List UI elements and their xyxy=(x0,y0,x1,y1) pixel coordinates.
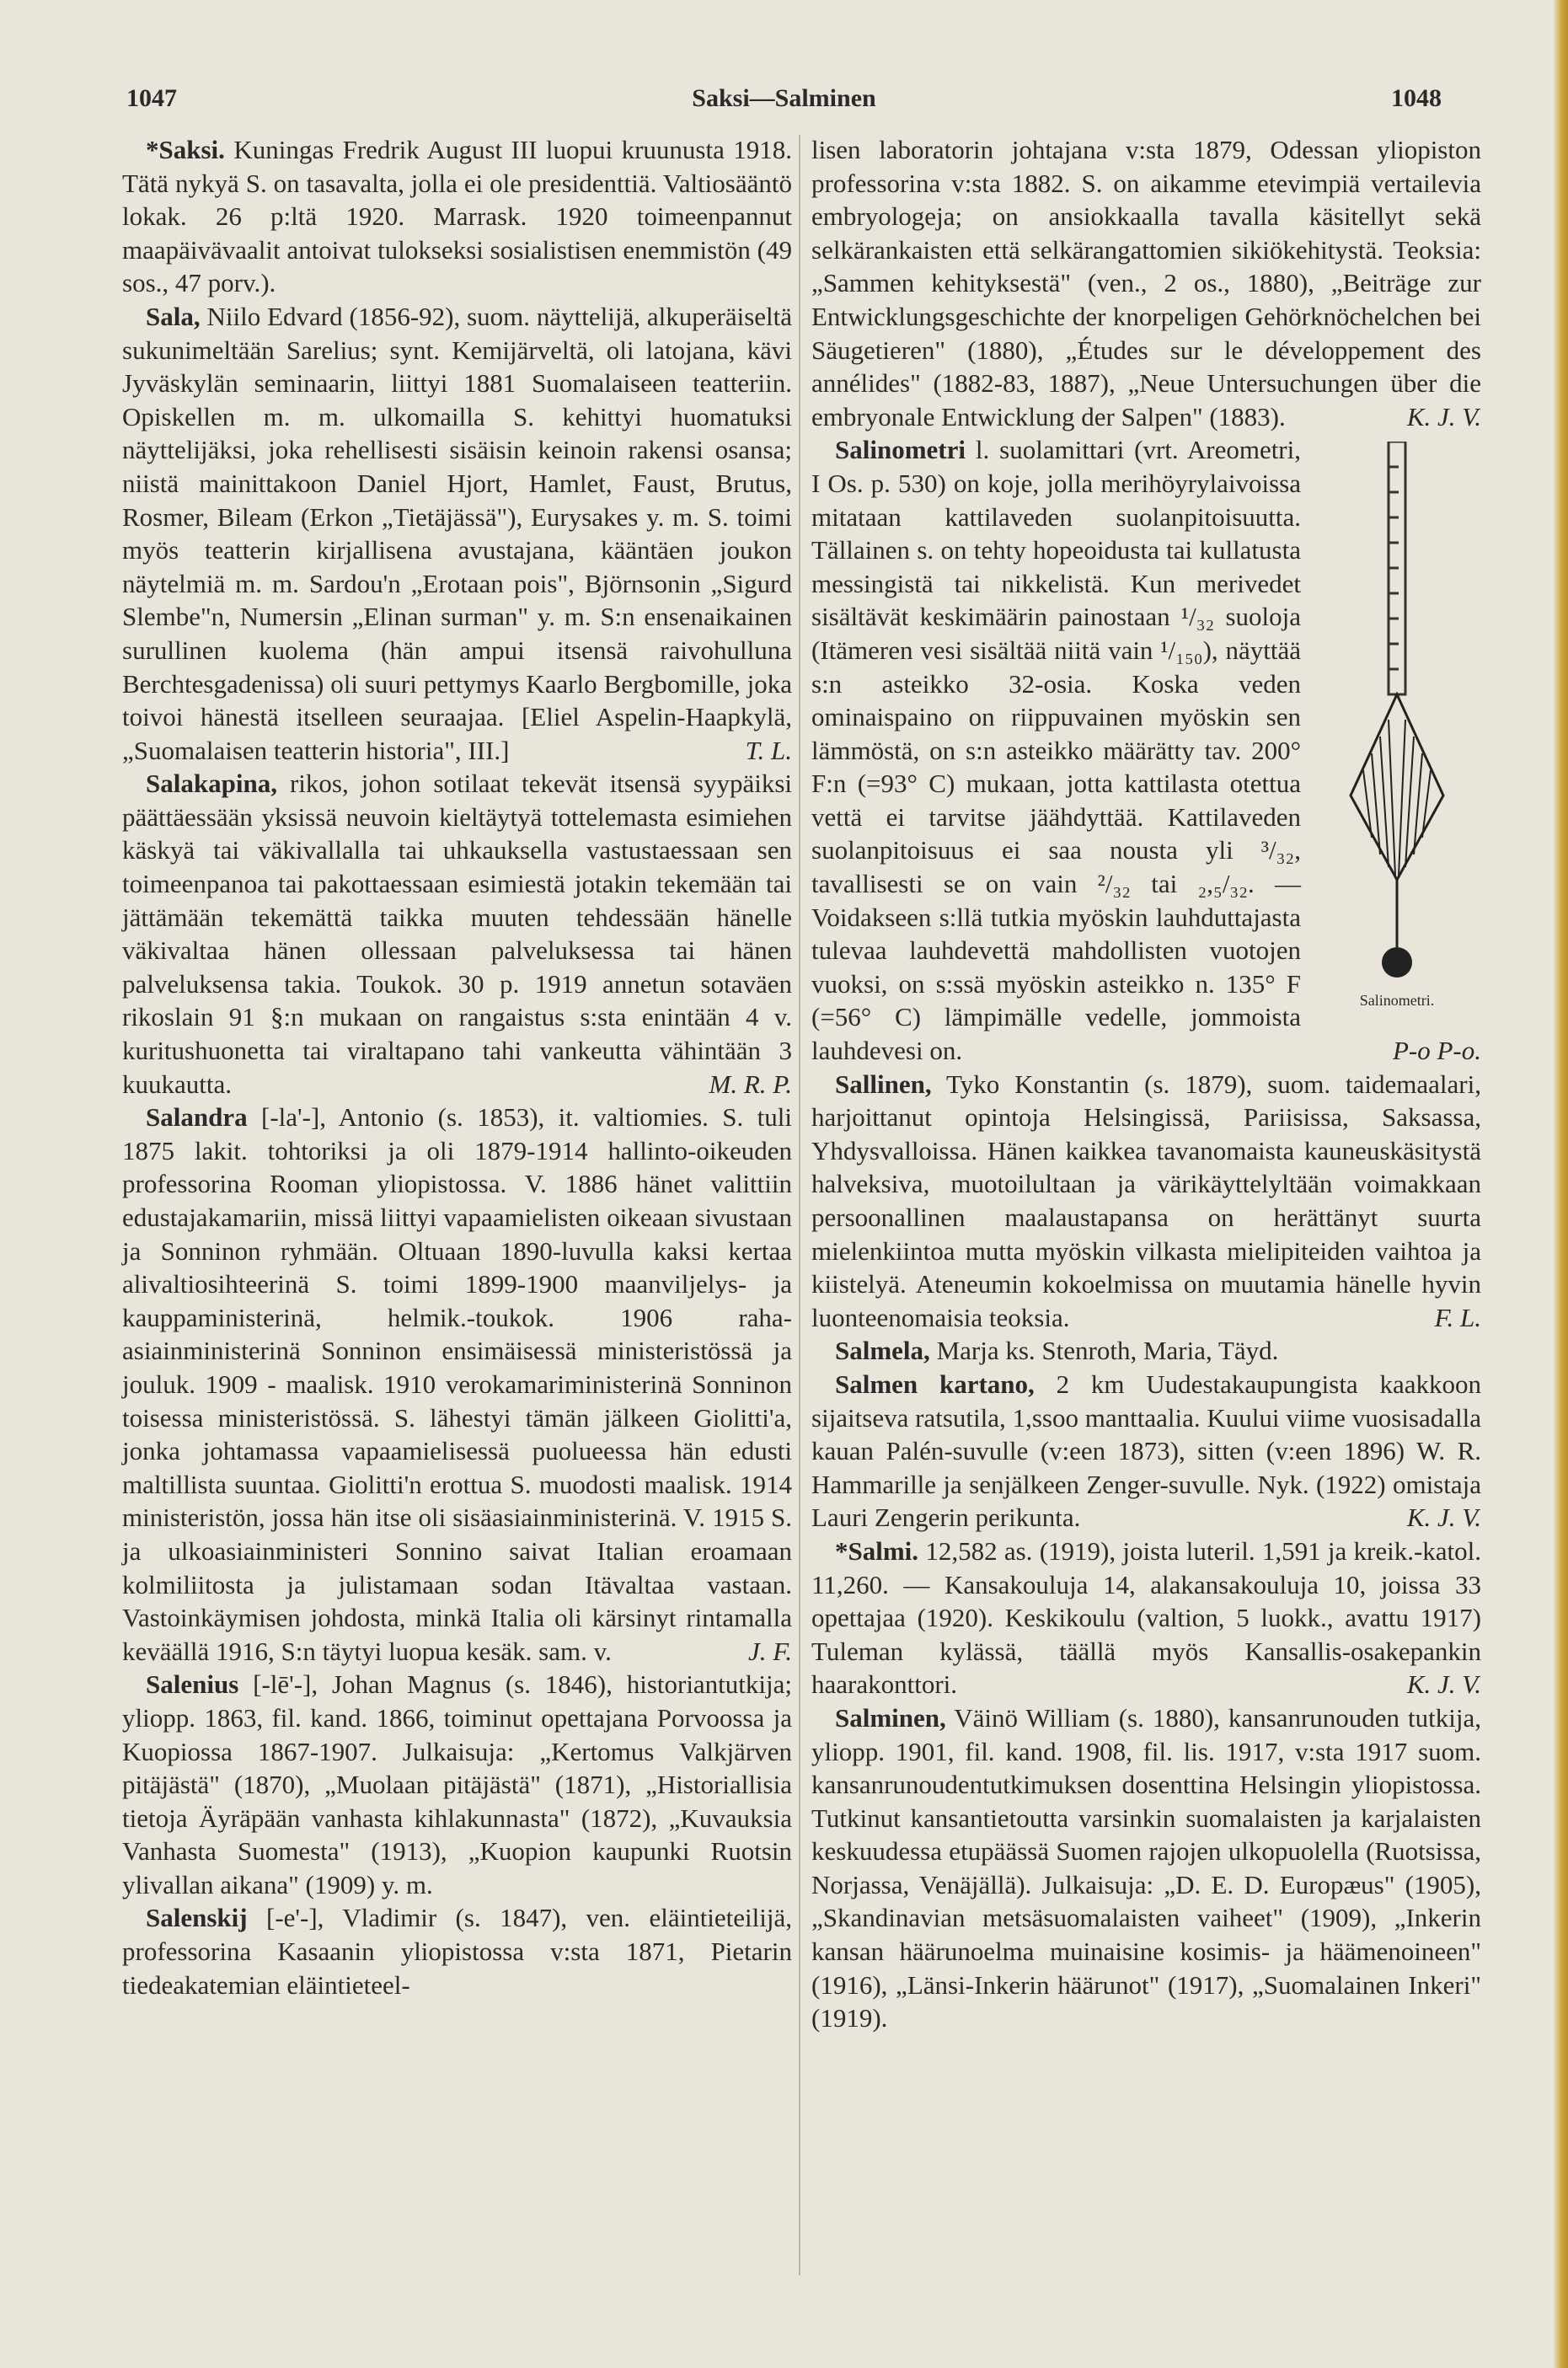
entry-headword: Salandra xyxy=(146,1102,248,1133)
entry-body: Tyko Konstantin (s. 1879), suom. taidemaalari, harjoittanut opintoja Helsingissä, Pariisissa, Saksassa, Yhdysvalloissa. Hänen kaikkea tavanomaista kauneuskäsitystä halveksiva, muotoilultaan ja värikäyttelyltään voimakkaan persoonallinen maalaustapansa on herättänyt suurta mielenkiintoa mutta myöskin vilkasta mielipiteiden vaihtoa ja kiistelyä. Ateneumin kokoelmissa on muutamia hänelle hyvin luonteenomaisia teoksia. xyxy=(811,1069,1481,1332)
entry xyxy=(122,1901,792,2001)
entry-headword: Salmen kartano, xyxy=(835,1369,1035,1399)
entry xyxy=(122,133,792,300)
running-head: Saksi—Salminen xyxy=(692,84,876,112)
entry xyxy=(122,300,792,767)
entry xyxy=(811,1368,1481,1535)
entry-body: 12,582 as. (1919), joista luteril. 1,591 ja kreik.-katol. 11,260. — Kansakouluja 14, alakansakouluja 10, joissa 33 opettajaa (1920). Keskikoulu (valtion, 5 luokk., avattu 1917) Tuleman kylässä, täällä myös Kansallis-osakepankin haarakonttori. xyxy=(811,1535,1482,1700)
entry xyxy=(811,1334,1481,1368)
entry xyxy=(811,1535,1481,1701)
entry-body: Niilo Edvard (1856-92), suom. näyttelijä, alkuperäiseltä sukunimeltään Sarelius; synt. Kemijärveltä, oli latojana, kävi Jyväskylän seminaarin, liittyi 1881 Suomalaiseen teatteriin. Opiskellen m. m. ulkomailla S. kehittyi huomatuksi näyttelijäksi, joka rehellisesti sisäisin keinoin rakensi osansa; niistä mainittakoon Daniel Hjort, Hamlet, Faust, Brutus, Rosmer, Bileam (Erkon „Tietäjässä"), Eurysakes y. m. S. toimi myös teatterin kirjallisena avustajana, kääntäen joukon näytelmiä m. m. Sardou'n „Erotaan pois", Björnsonin „Sigurd Slembe"n, Numersin „Elinan surman" y. m. S:n ensenaikainen surullinen kuolema (hän ampui itsensä raivohulluna Berchtesgadenissa) oli suuri pettymys Kaarlo Bergbomille, joka toivoi hänestä itselleen seuraajaa. [Eliel Aspelin-Haapkylä, „Suomalaisen teatterin historia", III.] xyxy=(122,301,793,765)
entry-continuation xyxy=(811,133,1481,433)
salinometer-illustration xyxy=(1346,442,1448,981)
entry-body: lisen laboratorin johtajana v:sta 1879, Odessan yliopiston professorina v:sta 1882. S. on aikamme etevimpiä vertailevia embryologeja; on ansiokkaalla tavalla käsitellyt sekä selkärankaisten että selkärangattomien sikiökehitystä. Teoksia: „Sammen kehityksestä" (ven., 2 os., 1880), „Beiträge zur Entwicklungsgeschichte der knorpeligen Gehörknöchelchen bei Säugetieren" (1880), „Études sur le développement des annélides" (1882-83, 1887), „Neue Untersuchungen über die embryonale Entwicklung der Salpen" (1883). xyxy=(811,135,1481,431)
entry-headword: Salinometri xyxy=(835,435,966,465)
entry-signature: K. J. V. xyxy=(1406,1503,1481,1533)
entry-body: Väinö William (s. 1880), kansanrunouden tutkija, yliopp. 1901, fil. kand. 1908, fil. lis. 1917, v:sta 1917 suom. kansanrunoudentutkimuksen dosenttina Helsingin yliopistossa. Tutkinut kansantietoutta varsinkin suomalaisten ja karjalaisten keskuudessa etupäässä Suomen rajojen ulkopuolella (Ruotsissa, Norjassa, Venäjällä). Julkaisuja: „D. E. D. Europæus" (1905), „Skandinavian metsäsuomalaisten vaiheet" (1909), „Inkerin kansan häärunoelma muinaisine kosimis- ja häämenoineen" (1916), „Länsi-Inkerin häärunot" (1917), „Suomalainen Inkeri" (1919). xyxy=(811,1702,1481,2033)
entry-signature: M. R. P. xyxy=(709,1069,792,1099)
entry-body: [-lē'-], Johan Magnus (s. 1846), historiantutkija; yliopp. 1863, fil. kand. 1866, toiminut opettajana Porvoossa ja Kuopiossa 1867-1907. Julkaisuja: „Kertomus Valkjärven pitäjästä" (1870), „Muolaan pitäjästä" (1871), „Historiallisia tietoja Äyräpään vanhasta kihlakunnasta" (1872), „Kuvauksia Vanhasta Suomesta" (1913), „Kuopion kaupunki Ruotsin ylivallan aikana" (1909) y. m. xyxy=(122,1669,793,1899)
page-number-left: 1047 xyxy=(126,84,177,112)
page-edge xyxy=(1553,0,1568,2368)
entry xyxy=(811,1068,1481,1335)
entry-signature: P-o P-o. xyxy=(1392,1036,1481,1066)
entry-body: rikos, johon sotilaat tekevät itsensä syypäiksi päättäessään yksissä neuvoin kieltäytyä tottelemasta esimiehen käskyä tai väkivallalla tai uhkauksella vastustaessaan sen toimeenpanoa tai pakottaessaan esimiestä jotakin tekemään tai jättämään tekemättä taikka muuten tehdessään hänelle väkivaltaa hänen ollessaan palveluksessa tai hänen palveluksensa takia. Toukok. 30 p. 1919 annetun sotaväen rikoslain 91 §:n mukaan on rangaistus s:sta enintään 4 v. kuritushuonetta tai viraltapano tahi vankeutta vähintään 3 kuukautta. xyxy=(122,769,792,1099)
entry-headword: Salmela, xyxy=(835,1336,930,1366)
figure-caption: Salinometri. xyxy=(1359,992,1435,1010)
entry-signature: K. J. V. xyxy=(1406,401,1481,431)
entry-body: Marja ks. Stenroth, Maria, Täyd. xyxy=(936,1336,1279,1366)
entry xyxy=(811,1701,1481,2035)
entry-body: [-e'-], Vladimir (s. 1847), ven. eläintieteilijä, professorina Kasaanin yliopistossa v:sta 1871, Pietarin tiedeakatemian eläintieteel- xyxy=(122,1903,793,2000)
entry-body: [-la'-], Antonio (s. 1853), it. valtiomies. S. tuli 1875 lakit. tohtoriksi ja oli 1879-1914 hallinto-oikeuden professorina Rooman yliopistossa. V. 1886 hänet valittiin edustajakamariin, missä liittyi vapaamielisten oikeaan sivustaan ja Sonninon ryhmään. Oltuaan 1890-luvulla kaksi kertaa alivaltiosihteerinä S. toimi 1899-1900 maanviljelys- ja kauppaministerinä, helmik.-toukok. 1906 raha-asiainministerinä Sonninon ensimäisessä ministeristössä ja jouluk. 1909 - maalisk. 1910 verokamariministerinä Sonninon toisessa ministeristössä. S. lähestyi tämän jälkeen Giolitti'a, jonka johtamassa vapaamielisessä puolueessa hän edusti maltillista suuntaa. Giolitti'n erottua S. muodosti maalisk. 1914 ministeristön, jossa hän itse oli sisäasiainministerinä. V. 1915 S. ja ulkoasiainministeri Sonnino saivat Italian eroamaan kolmiliitosta ja julistamaan sodan Itävaltaa vastaan. Vastoinkäymisen johdosta, minkä Italia oli kärsinyt rintamalla keväällä 1916, S:n täytyi luopua kesäk. sam. v. xyxy=(122,1102,792,1666)
right-column xyxy=(811,133,1481,2035)
entry xyxy=(122,767,792,1101)
entry-body: 2 km Uudestakaupungista kaakkoon sijaitseva ratsutila, 1,ssoo manttaalia. Kuului viime vuosisadalla kauan Palén-suvulle (v:een 1873), sitten (v:een 1896) W. R. Hammarille ja senjälkeen Zenger-suvulle. Nyk. (1922) omistaja Lauri Zengerin perikunta. xyxy=(811,1369,1481,1533)
column-divider xyxy=(799,135,800,2275)
entry-headword: Salakapina, xyxy=(146,769,277,799)
entry-headword: Salenius xyxy=(146,1669,239,1700)
entry xyxy=(122,1668,792,1901)
page-number-right: 1048 xyxy=(1391,84,1442,112)
entry xyxy=(122,1101,792,1668)
entry-headword: Salenskij xyxy=(146,1903,248,1933)
entry-headword: Sallinen, xyxy=(835,1069,932,1099)
salinometer-figure xyxy=(1313,442,1481,1018)
entry-headword: *Salmi. xyxy=(835,1535,919,1566)
entry-headword: *Saksi. xyxy=(146,135,225,164)
entry-headword: Salminen, xyxy=(835,1702,946,1733)
entry-signature: F. L. xyxy=(1434,1302,1481,1332)
entry-headword: Sala, xyxy=(146,301,201,331)
entry-body: Kuningas Fredrik August III luopui kruunusta 1918. Tätä nykyä S. on tasavalta, jolla ei ole presidenttiä. Valtiosääntö lokak. 26 p:ltä 1920. Marrask. 1920 toimeenpannut maapäivävaalit antoivat tulokseksi sosialistisen enemmistön (49 sos., 47 porv.). xyxy=(122,135,793,298)
entry-signature: J. F. xyxy=(748,1636,792,1666)
entry-signature: T. L. xyxy=(745,735,792,765)
entry-signature: K. J. V. xyxy=(1406,1669,1481,1700)
entry-body: l. suolamittari (vrt. Areometri, I Os. p. 530) on koje, jolla merihöyrylaivoissa mitataan kattilaveden suolanpitoisuutta. Tällainen s. on tehty hopeoidusta tai kullatusta messingistä tai nikkelistä. Kun merivedet sisältävät keskimäärin painostaan ¹/₃₂ suoloja (Itämeren vesi sisältää niitä vain ¹/₁₅₀), näyttää s:n asteikko 32-osia. Koska veden ominaispaino on riippuvainen myöskin sen lämmöstä, on s:n asteikko määrätty tav. 200° F:n (=93° C) mukaan, jotta kattilasta otettua vettä ei tarvitse jäähdyttää. Kattilaveden suolanpitoisuus ei saa nousta yli ³/₃₂, tavallisesti se on vain ²/₃₂ tai ₂,₅/₃₂. — Voidakseen s:llä tutkia myöskin lauhduttajasta tulevaa lauhdevettä mahdollisten vuotojen vuoksi, on s:ssä myöskin asteikko n. 135° F (=56° C) lämpimälle vedelle, jommoista lauhdevesi on. xyxy=(811,435,1301,1066)
left-column xyxy=(122,133,792,2001)
